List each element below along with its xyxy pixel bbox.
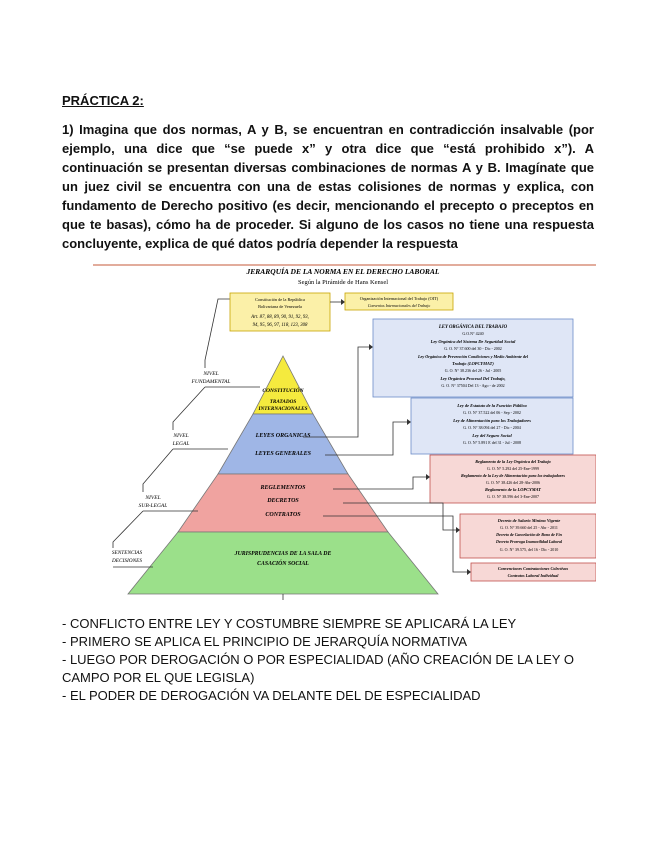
bullet-item: - PRIMERO SE APLICA EL PRINCIPIO DE JERARQUÍA NORMATIVA	[62, 634, 468, 649]
bullet-list	[62, 615, 602, 705]
svg-text:Ley Orgánica de Prevención Con: Ley Orgánica de Prevención Condiciones y Medio Ambiente del	[417, 354, 529, 359]
question-paragraph: 1) Imagina que dos normas, A y B, se encuentran en contradicción insalvable (por ejemplo, una dice que “se puede x” y otra dice que “está prohibido x”). A continuación se presentan diversas combinaciones de normas A y B. Imagínate que un juez civil se encuentra con una de estas colisiones de normas y explica, con fundamento de Derecho positivo (es decir, mencionando el precepto o preceptos en que te basas), cómo ha de proceder. Si alguno de los casos no tiene una respuesta concluyente, explica de qué datos podría depender la respuesta	[62, 122, 594, 251]
level-legal-2: LEGAL	[172, 441, 190, 447]
tier3-label-2: DECRETOS	[267, 498, 299, 504]
level-legal-1: NIVEL	[173, 433, 189, 439]
svg-text:Decreto de Salario Mínimo Vige: Decreto de Salario Mínimo Vigente	[497, 518, 561, 523]
svg-text:Reglamento de la Ley Orgánica: Reglamento de la Ley Orgánica del Trabajo	[475, 459, 551, 464]
bullet-item: - EL PODER DE DEROGACIÓN VA DELANTE DEL DE ESPECIALIDAD	[62, 688, 481, 703]
level-sublegal-2: SUB-LEGAL	[138, 503, 168, 509]
svg-text:G. O. N° 5.891 E del 31 - Jul: G. O. N° 5.891 E del 31 - Jul - 2008	[463, 440, 521, 445]
level-fundamental-1: NIVEL	[203, 371, 219, 377]
svg-text:Trabajo (LOPCYMAT): Trabajo (LOPCYMAT)	[452, 361, 494, 366]
bullet-item: - CONFLICTO ENTRE LEY Y COSTUMBRE SIEMPRE SE APLICARÁ LA LEY	[62, 616, 517, 631]
svg-text:Ley de Alimentación para los T: Ley de Alimentación para los Trabajadores	[453, 418, 531, 423]
tier1-label-2: TRATADOS	[269, 399, 297, 405]
svg-text:Reglamento de la LOPCYMAT: Reglamento de la LOPCYMAT	[485, 487, 541, 492]
tier3-label-3: CONTRATOS	[265, 512, 301, 518]
svg-text:Ley de Estatuto de la Función: Ley de Estatuto de la Función Pública	[457, 403, 527, 408]
tier2-label-2: LEYES GENERALES	[255, 451, 311, 457]
tier4-label-2: CASACIÓN SOCIAL	[257, 561, 309, 567]
svg-text:G. O. N° 5.292 del 25-Ene-1999: G. O. N° 5.292 del 25-Ene-1999	[486, 466, 540, 471]
practice-heading: PRÁCTICA 2:	[62, 93, 144, 108]
level-sublegal-1: NIVEL	[145, 495, 161, 501]
figure-subtitle: Según la Pirámide de Hans Kensel	[297, 279, 389, 286]
svg-text:Convenios Internacionales del: Convenios Internacionales del Trabajo	[367, 303, 431, 308]
level-fundamental-2: FUNDAMENTAL	[191, 379, 231, 385]
tier4-label-1: JURISPRUDENCIAS DE LA SALA DE	[234, 551, 332, 557]
svg-text:LEY ORGÁNICA DEL TRABAJO: LEY ORGÁNICA DEL TRABAJO	[438, 325, 508, 330]
figure-title: JERARQUÍA DE LA NORMA EN EL DERECHO LABORAL	[246, 267, 440, 276]
svg-text:Decreto de Cancelación de Bono: Decreto de Cancelación de Bono de Fin	[496, 532, 562, 537]
svg-text:G. O. N° 37.600 del 30 - Dic -: G. O. N° 37.600 del 30 - Dic - 2002	[444, 346, 502, 351]
svg-text:Reglamento de la Ley de Alimen: Reglamento de la Ley de Alimentación para los trabajadores	[460, 473, 566, 478]
svg-text:G. O. N° 37504 Del 13 - Ago -: G. O. N° 37504 Del 13 - Ago - de 2002	[441, 383, 505, 388]
tier3-label-1: REGLEMENTOS	[260, 485, 306, 491]
svg-text:Art. 87, 88, 89, 90, 91, 92, 9: Art. 87, 88, 89, 90, 91, 92, 93,	[251, 315, 309, 320]
bullet-item: - LUEGO POR DEROGACIÓN O POR ESPECIALIDAD (AÑO CREACIÓN DE LA LEY O CAMPO POR EL QUE LEGISLA)	[62, 652, 574, 685]
svg-text:Constitución de la República: Constitución de la República	[255, 297, 305, 302]
tier1-label-1: CONSTITUCIÓN	[262, 388, 304, 394]
tier2-label-1: LEYES ORGANICAS	[255, 433, 311, 439]
tier1-label-3: INTERNACIONALES	[258, 406, 308, 412]
pyramid-tier-leyes	[218, 414, 348, 474]
svg-text:Ley Orgánica Procesal Del Trab: Ley Orgánica Procesal Del Trabajo,	[440, 376, 506, 381]
svg-text:G. O. N° 37.522 del 06 - Sep -: G. O. N° 37.522 del 06 - Sep - 2002	[463, 410, 521, 415]
svg-text:Convenciones Contrataciones Co: Convenciones Contrataciones Colectivas	[497, 566, 569, 571]
svg-text:G. O. N° 39.660 del 25 - Abr -: G. O. N° 39.660 del 25 - Abr - 2011	[500, 525, 558, 530]
svg-text:Ley del Seguro Social: Ley del Seguro Social	[472, 433, 512, 438]
svg-text:G.O.N° 4240: G.O.N° 4240	[462, 331, 484, 336]
svg-text:Bolivariana de Venezuela: Bolivariana de Venezuela	[258, 304, 302, 309]
svg-text:Organización Internacional del: Organización Internacional del Trabajo (OIT)	[359, 296, 439, 301]
svg-text:Ley Orgánica del Sistema De Se: Ley Orgánica del Sistema De Seguridad Social	[430, 339, 516, 344]
level-sentencias-2: DECISIONES	[111, 558, 143, 564]
svg-text:G. O. N° 39.575, del 16 - Dic: G. O. N° 39.575, del 16 - Dic - 2010	[499, 547, 559, 552]
svg-text:Contratos Laboral Individual: Contratos Laboral Individual	[507, 573, 559, 578]
hierarchy-figure	[93, 262, 596, 602]
svg-text:94, 95, 96, 97, 118, 123, 308: 94, 95, 96, 97, 118, 123, 308	[252, 323, 308, 328]
level-sentencias-1: SENTENCIAS	[111, 550, 143, 556]
svg-text:G. O. N° 38.426 del 28-Abr-200: G. O. N° 38.426 del 28-Abr-2006	[486, 480, 540, 485]
svg-text:G. O. N° 38.236 del 26 - Jul -: G. O. N° 38.236 del 26 - Jul - 2005	[444, 368, 502, 373]
svg-text:G. O. N° 38.596 del 3-Ene-2007: G. O. N° 38.596 del 3-Ene-2007	[486, 494, 540, 499]
svg-text:G. O. N° 38.094 del 27 - Dic -: G. O. N° 38.094 del 27 - Dic - 2004	[463, 425, 521, 430]
svg-text:Decreto Prorroga Inamovilidad: Decreto Prorroga Inamovilidad Laboral	[495, 539, 563, 544]
